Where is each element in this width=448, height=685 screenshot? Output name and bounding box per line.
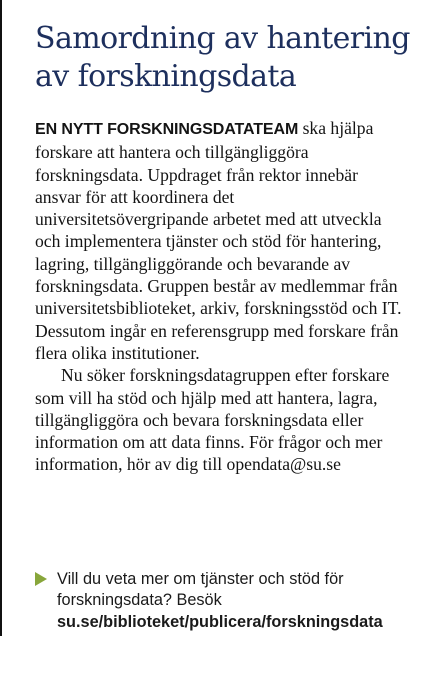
- paragraph-1-text: ska hjälpa forskare att hantera och tillgängliggöra forskningsdata. Uppdraget från rektor innebär ansvar för att koordinera det universitetsövergripande arbetet med att utveckla och implementera tjänster och stöd för hantering, lagring, tillgängliggörande och bevarande av forskningsdata. Gruppen består av medlemmar från universitetsbiblioteket, arkiv, forskningsstöd och IT. Dessutom ingår en referensgrupp med forskare från flera olika institutioner.: [35, 118, 402, 363]
- info-note-prompt: Vill du veta mer om tjänster och stöd för forskningsdata? Besök: [57, 570, 344, 610]
- lead-in: EN NYTT FORSKNINGSDATATEAM: [35, 121, 299, 138]
- paragraph-2: Nu söker forskningsdatagruppen efter forskare som vill ha stöd och hjälp med att hantera, lagra, tillgängliggöra och bevara forskningsdata eller information om att data finns. För frågor och mer information, hör av dig till opendata@su.se: [35, 365, 390, 475]
- paragraph-1: [35, 117, 405, 364]
- info-note: [35, 569, 435, 633]
- triangle-right-icon: [35, 572, 47, 586]
- info-link[interactable]: su.se/biblioteket/publicera/forskningsdata: [57, 612, 383, 631]
- article-body: [35, 117, 405, 476]
- article-headline: Samordning av hantering av forskningsdata: [35, 21, 410, 94]
- info-note-text: [57, 569, 435, 633]
